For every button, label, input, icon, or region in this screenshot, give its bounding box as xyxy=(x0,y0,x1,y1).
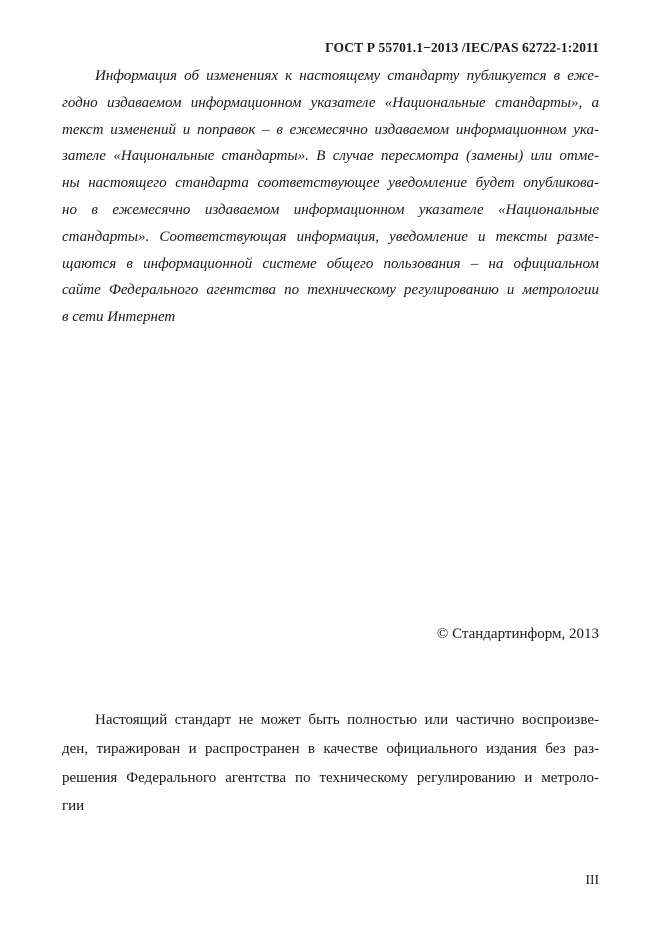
restriction-line: гии xyxy=(62,798,85,815)
amendments-notice-paragraph xyxy=(62,63,599,331)
restriction-line: Настоящий стандарт не может быть полностью или частично воспроизве- xyxy=(95,712,599,728)
notice-line: стандарты». Соответствующая информация, уведомление и тексты разме- xyxy=(62,228,599,245)
copyright-notice: © Стандартинформ, 2013 xyxy=(436,626,599,642)
notice-line: зателе «Национальные стандарты». В случае пересмотра (замены) или отме- xyxy=(62,148,599,165)
notice-line: годно издаваемом информационном указателе «Национальные стандарты», а xyxy=(62,94,599,111)
notice-line: сайте Федерального агентства по техническому регулированию и метрологии xyxy=(62,282,599,299)
document-header-code: ГОСТ Р 55701.1−2013 /IEC/PAS 62722-1:2011 xyxy=(325,40,599,55)
notice-line: ны настоящего стандарта соответствующее уведомление будет опубликова- xyxy=(62,175,599,192)
notice-line: в сети Интернет xyxy=(62,309,176,326)
restriction-line: ден, тиражирован и распространен в качестве официального издания без раз- xyxy=(62,740,599,757)
restriction-line: решения Федерального агентства по техническому регулированию и метроло- xyxy=(62,769,599,786)
page-number: III xyxy=(585,872,599,887)
notice-line: но в ежемесячно издаваемом информационном указателе «Национальные xyxy=(62,201,599,218)
notice-line: Информация об изменениях к настоящему стандарту публикуется в еже- xyxy=(95,68,599,84)
notice-line: щаются в информационной системе общего пользования – на официальном xyxy=(62,255,599,272)
reproduction-restriction-paragraph xyxy=(62,706,599,821)
notice-line: текст изменений и поправок – в ежемесячно издаваемом информационном ука- xyxy=(62,121,599,138)
